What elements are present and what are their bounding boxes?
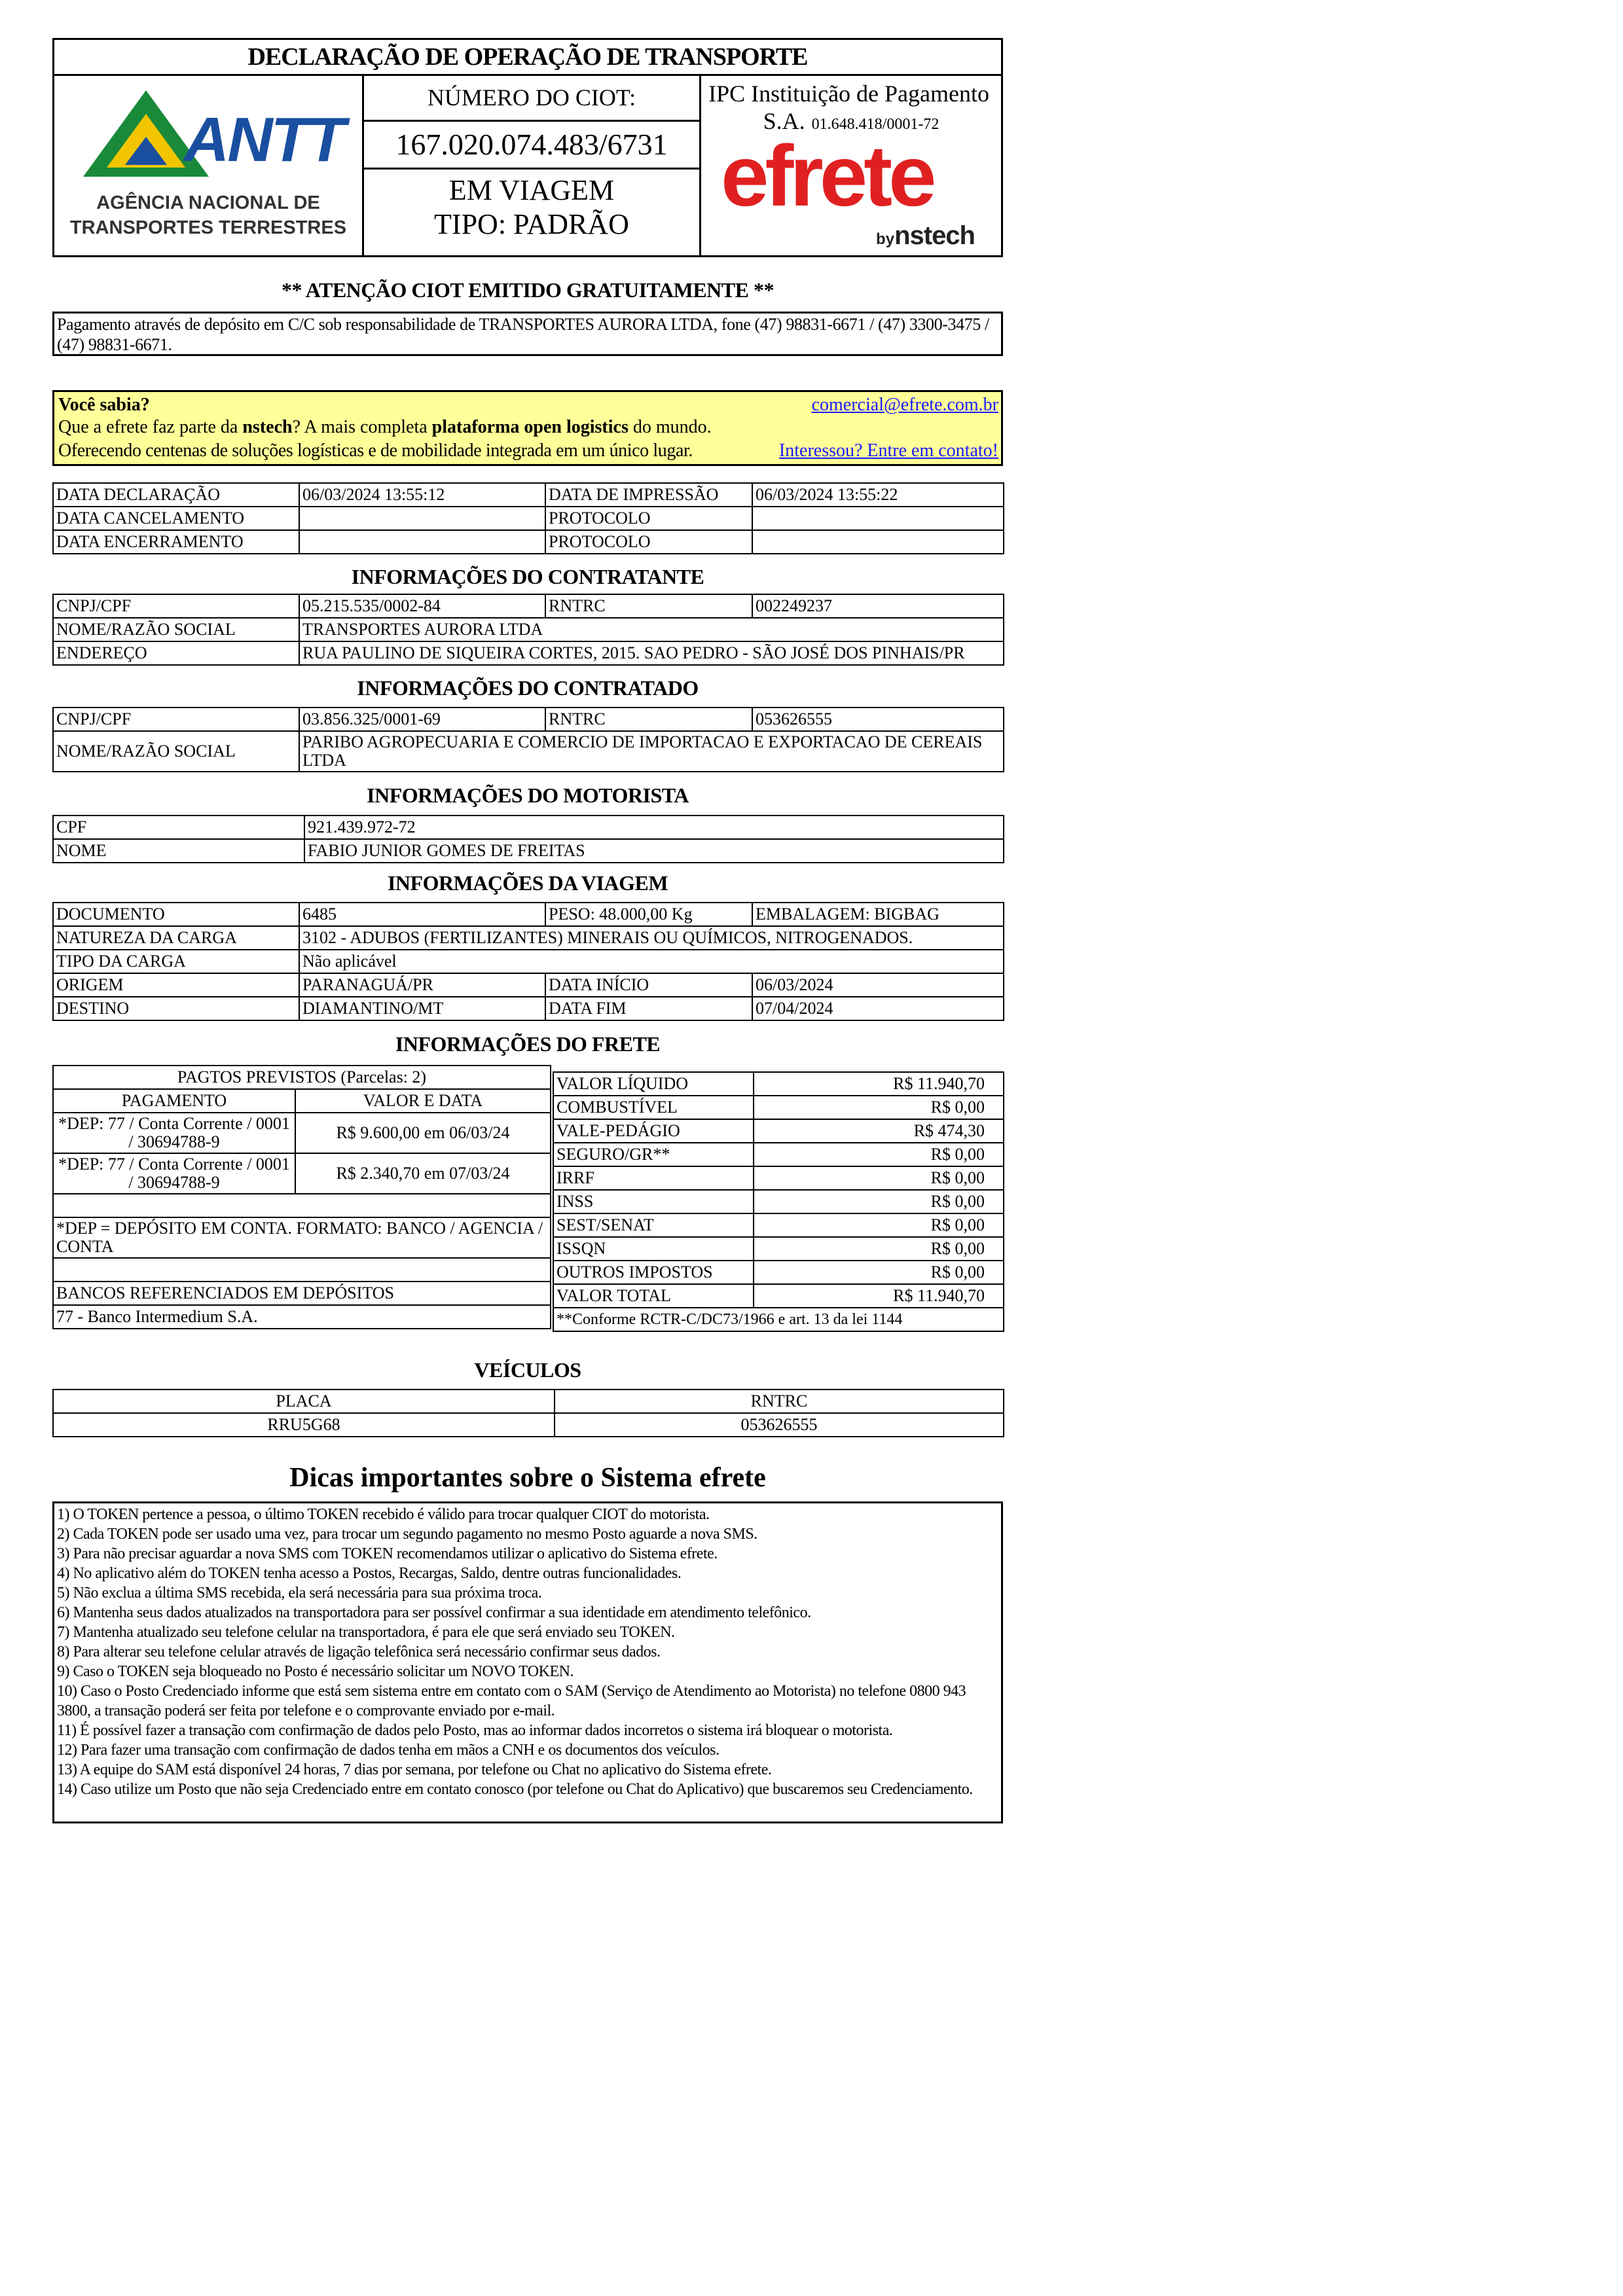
parcela-valor-data: R$ 9.600,00 em 06/03/24 [295,1113,551,1153]
motorista-cpf-label: CPF [53,816,304,839]
protocolo-label: PROTOCOLO [545,507,752,530]
list-item: 4) No aplicativo além do TOKEN tenha acesso a Postos, Recargas, Saldo, dentre outras funcionalidades. [57,1565,682,1582]
contratante-nome-label: NOME/RAZÃO SOCIAL [53,618,299,641]
payment-notice: Pagamento através de depósito em C/C sob responsabilidade de TRANSPORTES AURORA LTDA, fone (47) 98831-6671 / (47) 3300-3475 / (47) 98831-6671. [52,312,1003,356]
list-item: 7) Mantenha atualizado seu telefone celular na transportadora, é para ele que será enviado seu TOKEN. [57,1624,675,1641]
empty-row [53,1194,551,1217]
data-fim-label: DATA FIM [545,997,752,1020]
contratado-cnpj: 03.856.325/0001-69 [299,708,545,731]
promo-line1-text-a: Que a efrete faz parte da [58,417,243,437]
table-row [53,816,1004,839]
table-row [53,903,1004,926]
list-item: 5) Não exclua a última SMS recebida, ela será necessária para sua próxima troca. [57,1585,542,1602]
valor-label: VALE-PEDÁGIO [553,1119,754,1143]
dep-note: *DEP = DEPÓSITO EM CONTA. FORMATO: BANCO / AGENCIA / CONTA [53,1217,551,1258]
ciot-number: 167.020.074.483/6731 [364,122,699,170]
contratante-rntrc-label: RNTRC [545,594,752,618]
data-encerramento-value [299,530,545,554]
ipc-cnpj: 01.648.418/0001-72 [811,116,939,133]
documento-label: DOCUMENTO [53,903,299,926]
dicas-title: Dicas importantes sobre o Sistema efrete [289,1463,766,1493]
data-encerramento-label: DATA ENCERRAMENTO [53,530,299,554]
data-cancelamento-label: DATA CANCELAMENTO [53,507,299,530]
ipc-sa: S.A. [763,108,805,134]
parcela-pagamento: *DEP: 77 / Conta Corrente / 0001 / 30694788-9 [53,1113,295,1153]
contratante-endereco-label: ENDEREÇO [53,641,299,665]
veiculos-title: VEÍCULOS [474,1358,581,1382]
list-item: 11) É possível fazer a transação com confirmação de dados pelo Posto, mas ao informar dados incorretos o sistema irá bloquear o motorista. [57,1722,893,1739]
col-pagamento: PAGAMENTO [53,1089,295,1113]
empty-row [53,1258,551,1282]
table-row [53,1413,1004,1437]
valor-label: OUTROS IMPOSTOS [553,1261,754,1284]
valor-label: VALOR TOTAL [553,1284,754,1308]
valor-amount: R$ 0,00 [754,1261,1004,1284]
nstech-wordmark: nstech [894,221,975,250]
valor-amount: R$ 0,00 [754,1166,1004,1190]
valor-amount: R$ 0,00 [754,1190,1004,1213]
destino-value: DIAMANTINO/MT [299,997,545,1020]
contratante-cnpj-label: CNPJ/CPF [53,594,299,618]
protocolo-value [752,507,1004,530]
contratante-title: INFORMAÇÕES DO CONTRATANTE [351,565,704,588]
valor-label: VALOR LÍQUIDO [553,1072,754,1096]
ciot-panel [362,76,701,257]
data-declaracao-label: DATA DECLARAÇÃO [53,483,299,507]
data-fim-value: 07/04/2024 [752,997,1004,1020]
valor-amount: R$ 0,00 [754,1237,1004,1261]
document-title: DECLARAÇÃO DE OPERAÇÃO DE TRANSPORTE [54,40,1001,76]
rctr-note: **Conforme RCTR-C/DC73/1966 e art. 13 da lei 1144 [553,1308,1004,1331]
table-row [53,708,1004,731]
protocolo-value [752,530,1004,554]
promo-line1-nstech: nstech [242,417,293,437]
valor-amount: R$ 0,00 [754,1143,1004,1166]
data-inicio-value: 06/03/2024 [752,973,1004,997]
valor-label: SEST/SENAT [553,1213,754,1237]
table-row [553,1284,1004,1308]
origem-label: ORIGEM [53,973,299,997]
banco-value: 77 - Banco Intermedium S.A. [53,1305,551,1329]
table-row [53,1217,551,1258]
table-row [53,530,1004,554]
contratante-nome: TRANSPORTES AURORA LTDA [299,618,1004,641]
list-item: 12) Para fazer uma transação com confirmação de dados tenha em mãos a CNH e os documentos dos veículos. [57,1742,720,1759]
list-item: 3) Para não precisar aguardar a nova SMS com TOKEN recomendamos utilizar o aplicativo do Sistema efrete. [57,1545,718,1562]
contratante-rntrc: 002249237 [752,594,1004,618]
table-row [53,507,1004,530]
table-row [553,1143,1004,1166]
table-row [53,641,1004,665]
table-row [53,1113,551,1153]
contratado-nome: PARIBO AGROPECUARIA E COMERCIO DE IMPORTACAO E EXPORTACAO DE CEREAIS LTDA [299,731,1004,772]
valor-amount: R$ 0,00 [754,1096,1004,1119]
promo-line2: Oferecendo centenas de soluções logísticas e de mobilidade integrada em um único lugar. [58,440,693,461]
valor-amount: R$ 474,30 [754,1119,1004,1143]
data-impressao-label: DATA DE IMPRESSÃO [545,483,752,507]
antt-logo [54,76,362,257]
list-item: 13) A equipe do SAM está disponível 24 horas, 7 dias por semana, por telefone ou Chat no aplicativo do Sistema efrete. [57,1761,772,1778]
motorista-nome: FABIO JUNIOR GOMES DE FREITAS [304,839,1004,863]
pagtos-title: PAGTOS PREVISTOS (Parcelas: 2) [53,1066,551,1089]
motorista-table [52,815,1003,863]
data-declaracao-value: 06/03/2024 13:55:12 [299,483,545,507]
valor-label: COMBUSTÍVEL [553,1096,754,1119]
valor-label: IRRF [553,1166,754,1190]
valor-label: ISSQN [553,1237,754,1261]
antt-wordmark: ANTT [184,105,344,175]
tipo-carga-label: TIPO DA CARGA [53,950,299,973]
contratante-endereco: RUA PAULINO DE SIQUEIRA CORTES, 2015. SAO PEDRO - SÃO JOSÉ DOS PINHAIS/PR [299,641,1004,665]
motorista-title: INFORMAÇÕES DO MOTORISTA [367,783,689,807]
table-row [553,1213,1004,1237]
contratante-table [52,594,1003,666]
promo-heading: Você sabia? [58,395,150,415]
contratado-title: INFORMAÇÕES DO CONTRATADO [357,676,699,700]
ciot-label: NÚMERO DO CIOT: [364,76,699,122]
list-item: 2) Cada TOKEN pode ser usado uma vez, para trocar um segundo pagamento no mesmo Posto aguarde a nova SMS. [57,1526,757,1543]
contratante-cnpj: 05.215.535/0002-84 [299,594,545,618]
ipc-name: IPC Instituição de Pagamento [708,81,989,107]
table-row [53,973,1004,997]
table-row [53,1089,551,1113]
tipo-carga-value: Não aplicável [299,950,1004,973]
promo-line1 [58,416,712,439]
valores-table [553,1071,1003,1332]
table-row [53,926,1004,950]
table-row [553,1190,1004,1213]
dicas-list [57,1505,998,1799]
parcela-valor-data: R$ 2.340,70 em 07/03/24 [295,1153,551,1194]
viagem-title: INFORMAÇÕES DA VIAGEM [387,871,668,895]
table-row [53,1153,551,1194]
nstech-byline [876,221,975,256]
promo-line1-text-c: do mundo. [628,417,712,437]
table-row [553,1119,1004,1143]
antt-name-line2: TRANSPORTES TERRESTRES [69,217,347,238]
table-row [53,997,1004,1020]
destino-label: DESTINO [53,997,299,1020]
col-rntrc: RNTRC [555,1390,1004,1413]
efrete-panel [701,76,1001,257]
promo-email-link[interactable]: comercial@efrete.com.br [811,395,998,415]
embalagem-value: EMBALAGEM: BIGBAG [752,903,1004,926]
contratado-cnpj-label: CNPJ/CPF [53,708,299,731]
nstech-by: by [876,230,895,248]
valor-amount: R$ 0,00 [754,1213,1004,1237]
table-row [53,839,1004,863]
veiculos-table [52,1389,1003,1437]
origem-value: PARANAGUÁ/PR [299,973,545,997]
valor-amount: R$ 11.940,70 [754,1284,1004,1308]
data-cancelamento-value [299,507,545,530]
frete-title: INFORMAÇÕES DO FRETE [395,1032,661,1056]
promo-contact-link[interactable]: Interessou? Entre em contato! [778,440,998,461]
viagem-table [52,902,1003,1021]
header [52,38,1003,257]
contratado-nome-label: NOME/RAZÃO SOCIAL [53,731,299,772]
promo-line1-platform: plataforma open logistics [431,417,629,437]
motorista-cpf: 921.439.972-72 [304,816,1004,839]
table-row [53,1066,551,1089]
table-row [53,618,1004,641]
promo-box [52,390,1003,466]
list-item: 10) Caso o Posto Credenciado informe que está sem sistema entre em contato com o SAM (Serviço de Atendimento ao Motorista) no telefone 0800 943 3800, a transação poderá ser feita por telefone e o comprovante enviado por e-mail. [57,1683,966,1719]
col-valor-data: VALOR E DATA [295,1089,551,1113]
antt-name-line1: AGÊNCIA NACIONAL DE [96,192,320,213]
table-row [53,1282,551,1305]
ciot-tipo: TIPO: PADRÃO [434,208,629,240]
veiculo-placa: RRU5G68 [53,1413,555,1437]
table-row [53,1258,551,1282]
valor-amount: R$ 11.940,70 [754,1072,1004,1096]
contratado-rntrc-label: RNTRC [545,708,752,731]
ciot-status: EM VIAGEM [448,174,615,206]
natureza-value: 3102 - ADUBOS (FERTILIZANTES) MINERAIS OU QUÍMICOS, NITROGENADOS. [299,926,1004,950]
table-row [53,731,1004,772]
peso-value: PESO: 48.000,00 Kg [545,903,752,926]
table-row [53,594,1004,618]
data-impressao-value: 06/03/2024 13:55:22 [752,483,1004,507]
list-item: 9) Caso o TOKEN seja bloqueado no Posto é necessário solicitar um NOVO TOKEN. [57,1663,574,1680]
table-row [553,1096,1004,1119]
motorista-nome-label: NOME [53,839,304,863]
table-row [53,1305,551,1329]
promo-line1-text-b: ? A mais completa [292,417,432,437]
table-row [553,1308,1004,1331]
protocolo-label: PROTOCOLO [545,530,752,554]
valor-label: SEGURO/GR** [553,1143,754,1166]
table-row [553,1166,1004,1190]
table-row [553,1237,1004,1261]
list-item: 14) Caso utilize um Posto que não seja Credenciado entre em contato conosco (por telefone ou Chat do Aplicativo) que buscaremos seu Credenciamento. [57,1781,973,1798]
list-item: 6) Mantenha seus dados atualizados na transportadora para ser possível confirmar a sua identidade em atendimento telefônico. [57,1604,811,1621]
list-item: 8) Para alterar seu telefone celular através de ligação telefônica será necessário confirmar seus dados. [57,1643,661,1660]
data-inicio-label: DATA INÍCIO [545,973,752,997]
pagtos-table [52,1065,550,1329]
col-placa: PLACA [53,1390,555,1413]
table-row [553,1261,1004,1284]
efrete-logo: efrete [721,128,933,224]
attention-banner: ** ATENÇÃO CIOT EMITIDO GRATUITAMENTE ** [282,278,774,302]
table-row [53,950,1004,973]
parcela-pagamento: *DEP: 77 / Conta Corrente / 0001 / 30694788-9 [53,1153,295,1194]
list-item: 1) O TOKEN pertence a pessoa, o último TOKEN recebido é válido para trocar qualquer CIOT do motorista. [57,1506,710,1523]
documento-value: 6485 [299,903,545,926]
natureza-label: NATUREZA DA CARGA [53,926,299,950]
table-row [553,1072,1004,1096]
dates-table [52,482,1003,554]
table-row [53,1390,1004,1413]
contratado-rntrc: 053626555 [752,708,1004,731]
table-row [53,483,1004,507]
table-row [53,1194,551,1217]
valor-label: INSS [553,1190,754,1213]
veiculo-rntrc: 053626555 [555,1413,1004,1437]
dicas-box [52,1501,1003,1823]
contratado-table [52,707,1003,772]
bancos-label: BANCOS REFERENCIADOS EM DEPÓSITOS [53,1282,551,1305]
